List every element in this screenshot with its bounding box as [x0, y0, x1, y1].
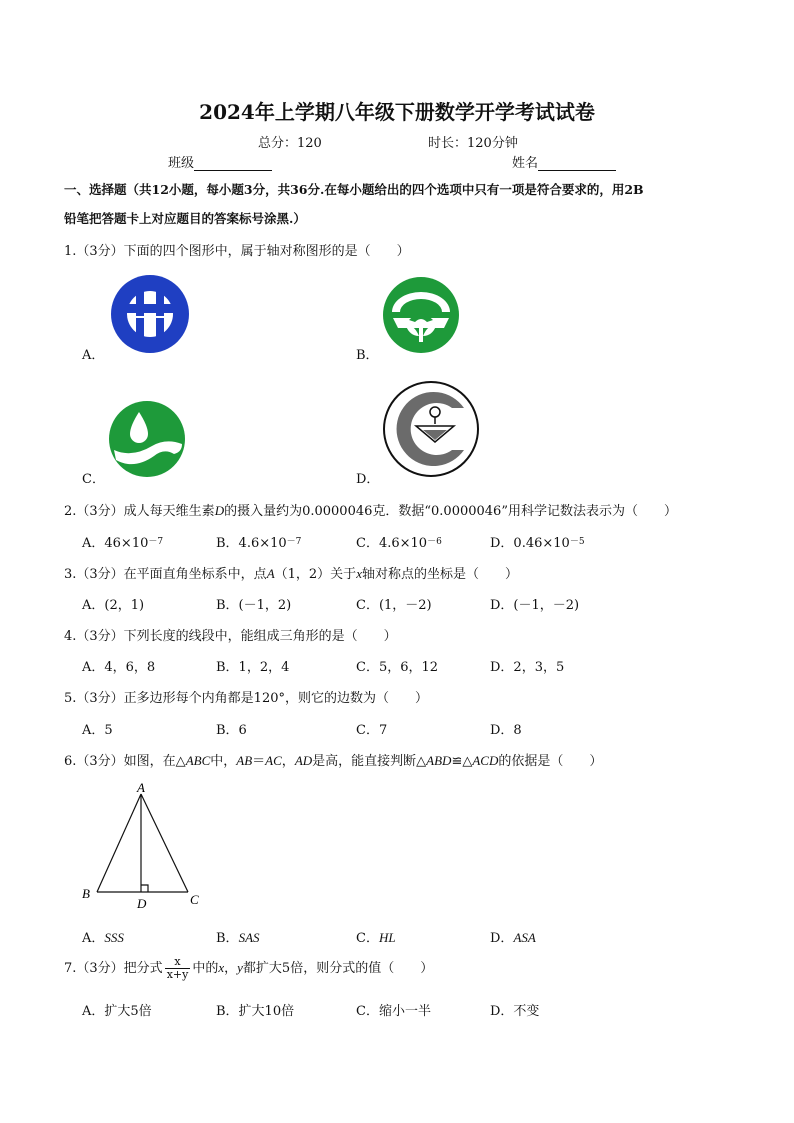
- q3-option-a: A．(2，1): [82, 598, 145, 613]
- label-c: C: [190, 892, 199, 907]
- green-drop-emblem-icon: [108, 400, 186, 478]
- question-5-stem: 5.（3分）正多边形每个内角都是120°，则它的边数为（ ）: [64, 691, 428, 706]
- q7-option-c: C．缩小一半: [356, 1004, 431, 1019]
- section-heading-line1: 一、选择题（共12小题，每小题3分，共36分.在每小题给出的四个选项中只有一项是符合要求的，用2B: [64, 182, 644, 197]
- page-title: 2024年上学期八年级下册数学开学考试试卷: [199, 100, 595, 124]
- name-label: 姓名: [512, 156, 539, 171]
- q3-option-c: C．(1，－2): [356, 598, 432, 613]
- question-7-stem: 7.（3分）把分式 $\frac{x}{x+y}$ 中的x，y都扩大5倍，则分式的值（ ）: [64, 955, 434, 981]
- class-field: [168, 152, 272, 171]
- label-b: B: [82, 886, 90, 901]
- q6-option-a: A．SSS: [82, 930, 124, 946]
- q3-option-b: B．(－1，2): [216, 598, 292, 613]
- question-4-stem: 4.（3分）下列长度的线段中，能组成三角形的是（ ）: [64, 629, 397, 644]
- q1-option-b: B．: [356, 348, 379, 363]
- q6-option-c: C．HL: [356, 930, 396, 946]
- q1-option-a: A．: [82, 348, 105, 363]
- question-3-stem: 3.（3分）在平面直角坐标系中，点A（1，2）关于x轴对称点的坐标是（ ）: [64, 566, 518, 582]
- side-ac: [141, 794, 188, 892]
- q2-option-a: A．$46\times 10^{-7}$: [82, 536, 164, 551]
- q2-option-c: C．$4.6\times 10^{-6}$: [356, 536, 442, 551]
- q4-option-b: B．1，2，4: [216, 660, 290, 675]
- label-d: D: [137, 896, 147, 911]
- total-score: 总分：120: [258, 136, 322, 151]
- q6-option-b: B．SAS: [216, 930, 260, 946]
- class-label: 班级: [168, 156, 195, 171]
- triangle-figure: [78, 780, 208, 910]
- question-2-stem: 2.（3分）成人每天维生素D的摄入量约为0.0000046克．数据“0.0000046”用科学记数法表示为（ ）: [64, 503, 677, 519]
- q4-option-a: A．4，6，8: [82, 660, 156, 675]
- q5-option-c: C．7: [356, 723, 388, 738]
- q5-option-b: B．6: [216, 723, 247, 738]
- q5-option-a: A．5: [82, 723, 113, 738]
- q6-option-d: D．ASA: [490, 930, 536, 946]
- side-ab: [97, 794, 141, 892]
- q3-option-d: D．(－1，－2): [490, 598, 580, 613]
- q7-option-d: D．不变: [490, 1004, 540, 1019]
- question-1-stem: 1.（3分）下面的四个图形中，属于轴对称图形的是（ ）: [64, 244, 410, 259]
- q2-option-d: D．$0.46\times 10^{-5}$: [490, 536, 585, 551]
- name-field: [512, 152, 616, 171]
- fraction: $\frac{x}{x+y}$: [166, 955, 189, 981]
- q4-option-d: D．2，3，5: [490, 660, 565, 675]
- class-blank[interactable]: [194, 156, 272, 171]
- section-heading-line2: 铅笔把答题卡上对应题目的答案标号涂黑.）: [64, 211, 306, 226]
- q5-option-d: D．8: [490, 723, 522, 738]
- gray-c-emblem-icon: [382, 380, 480, 478]
- duration: 时长：120分钟: [428, 136, 518, 151]
- q1-option-c: C．: [82, 472, 105, 487]
- q2-option-b: B．$4.6\times 10^{-7}$: [216, 536, 302, 551]
- q7-option-b: B．扩大10倍: [216, 1004, 295, 1019]
- q7-option-a: A．扩大5倍: [82, 1004, 152, 1019]
- label-a: A: [137, 780, 145, 795]
- green-leaf-emblem-icon: [382, 276, 460, 354]
- q1-option-d: D．: [356, 472, 380, 487]
- question-6-stem: 6.（3分）如图，在△ABC中，AB＝AC，AD是高，能直接判断△ABD≌△ACD的依据是（ ）: [64, 753, 603, 769]
- name-blank[interactable]: [538, 156, 616, 171]
- blue-emblem-icon: [110, 274, 190, 354]
- right-angle-mark: [141, 885, 148, 892]
- q4-option-c: C．5，6，12: [356, 660, 439, 675]
